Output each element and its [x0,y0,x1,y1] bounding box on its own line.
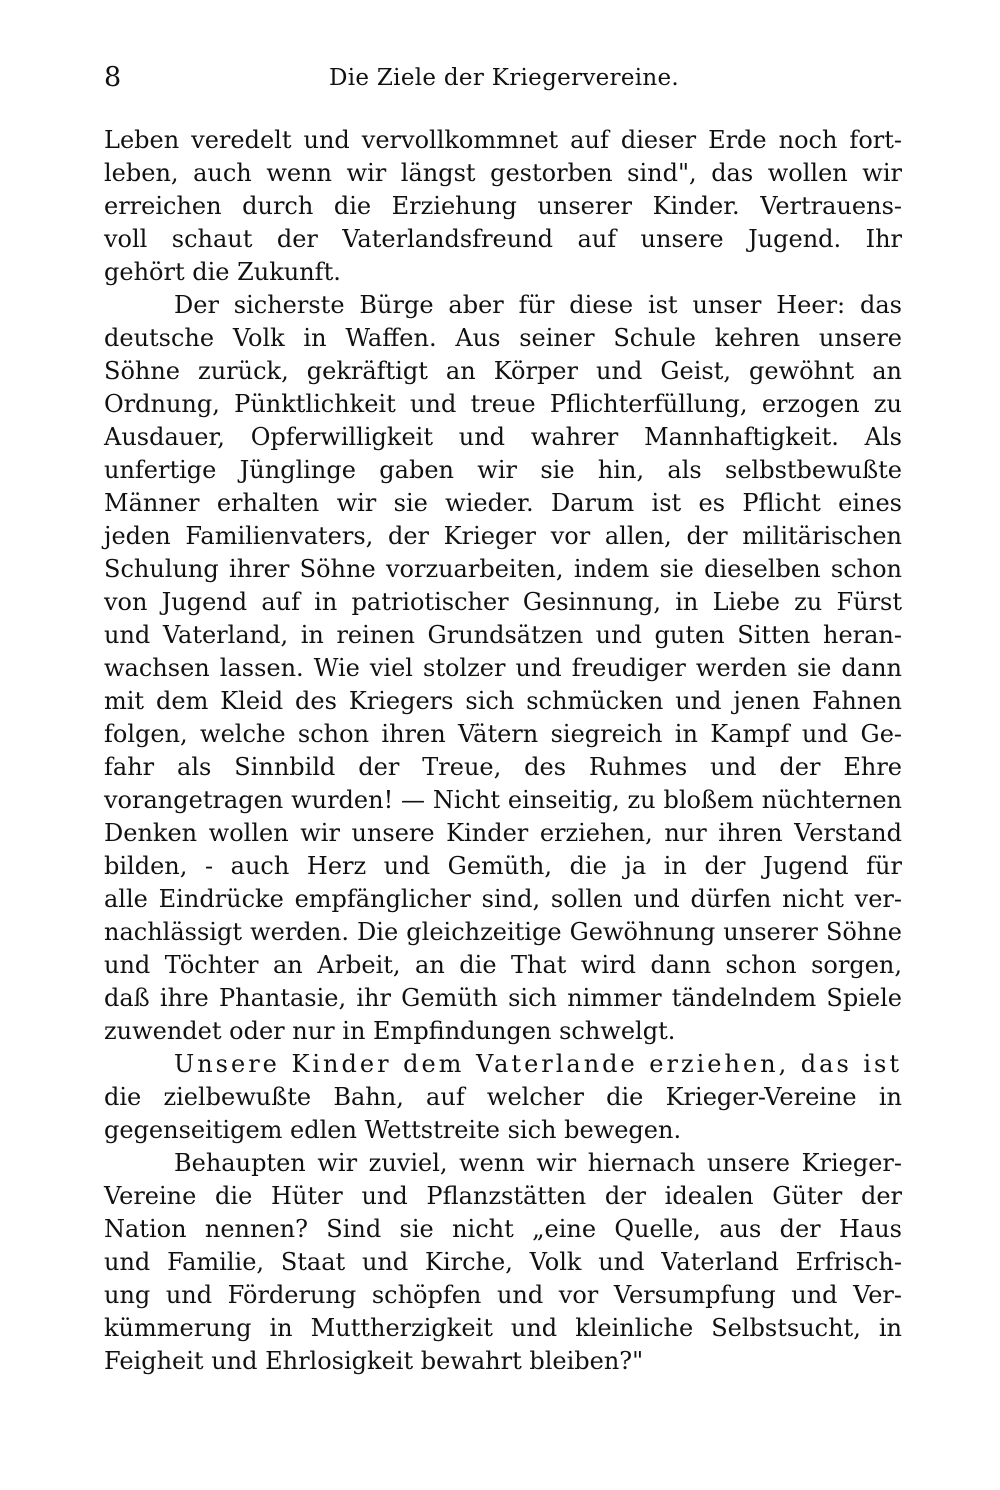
text-line: Feigheit und Ehrlosigkeit bewahrt bleiben?" [104,1347,644,1375]
text-line: mit dem Kleid des Kriegers sich schmücken und jenen Fahnen [104,687,902,715]
text-line: kümmerung in Muttherzigkeit und kleinliche Selbstsucht, in [104,1314,902,1342]
text-line: und Töchter an Arbeit, an die That wird dann schon sorgen, [104,951,902,979]
text-line: und Vaterland, in reinen Grundsätzen und guten Sitten heran- [104,621,902,649]
text-line: deutsche Volk in Waffen. Aus seiner Schule kehren unsere [104,324,902,352]
text-line: leben, auch wenn wir längst gestorben sind", das wollen wir [104,159,902,187]
text-line: ung und Förderung schöpfen und vor Versumpfung und Ver- [104,1281,902,1309]
text-line: fahr als Sinnbild der Treue, des Ruhmes und der Ehre [104,753,902,781]
text-line: Leben veredelt und vervollkommnet auf dieser Erde noch fort- [104,126,902,154]
body-text [104,124,902,1378]
page-number: 8 [104,62,122,93]
text-line: und Familie, Staat und Kirche, Volk und Vaterland Erfrisch- [104,1248,902,1276]
text-line: die zielbewußte Bahn, auf welcher die Krieger-Vereine in [104,1083,902,1111]
text-line: Söhne zurück, gekräftigt an Körper und Geist, gewöhnt an [104,357,902,385]
text-line: wachsen lassen. Wie viel stolzer und freudiger werden sie dann [104,654,902,682]
text-line: gegenseitigem edlen Wettstreite sich bewegen. [104,1116,682,1144]
text-line: Vereine die Hüter und Pflanzstätten der idealen Güter der [104,1182,902,1210]
text-line: unfertige Jünglinge gaben wir sie hin, als selbstbewußte [104,456,902,484]
text-line: Nation nennen? Sind sie nicht „eine Quelle, aus der Haus [104,1215,902,1243]
text-line: Der sicherste Bürge aber für diese ist unser Heer: das [174,291,902,319]
text-line: von Jugend auf in patriotischer Gesinnung, in Liebe zu Fürst [104,588,902,616]
text-line: Männer erhalten wir sie wieder. Darum ist es Pflicht eines [104,489,902,517]
text-line: Ordnung, Pünktlichkeit und treue Pflichterfüllung, erzogen zu [104,390,902,418]
text-line: alle Eindrücke empfänglicher sind, sollen und dürfen nicht ver- [104,885,902,913]
text-line: Behaupten wir zuviel, wenn wir hiernach unsere Krieger- [174,1149,902,1177]
text-line: Unsere Kinder dem Vaterlande erziehen, das ist [174,1050,902,1078]
text-line: folgen, welche schon ihren Vätern siegreich in Kampf und Ge- [104,720,902,748]
text-line: Ausdauer, Opferwilligkeit und wahrer Mannhaftigkeit. Als [104,423,902,451]
text-line: erreichen durch die Erziehung unserer Kinder. Vertrauens- [104,192,902,220]
text-line: nachlässigt werden. Die gleichzeitige Gewöhnung unserer Söhne [104,918,902,946]
running-head [104,58,904,98]
text-line: zuwendet oder nur in Empfindungen schwelgt. [104,1017,676,1045]
text-line: Schulung ihrer Söhne vorzuarbeiten, indem sie dieselben schon [104,555,902,583]
text-line: vorangetragen wurden! — Nicht einseitig, zu bloßem nüchternen [104,786,902,814]
text-line: jeden Familienvaters, der Krieger vor allen, der militärischen [104,522,902,550]
text-line: voll schaut der Vaterlandsfreund auf unsere Jugend. Ihr [104,225,902,253]
text-line: bilden, - auch Herz und Gemüth, die ja in der Jugend für [104,852,902,880]
text-line: daß ihre Phantasie, ihr Gemüth sich nimmer tändelndem Spiele [104,984,902,1012]
text-line: gehört die Zukunft. [104,258,341,286]
running-title: Die Ziele der Kriegervereine. [328,65,680,91]
text-line: Denken wollen wir unsere Kinder erziehen, nur ihren Verstand [104,819,902,847]
